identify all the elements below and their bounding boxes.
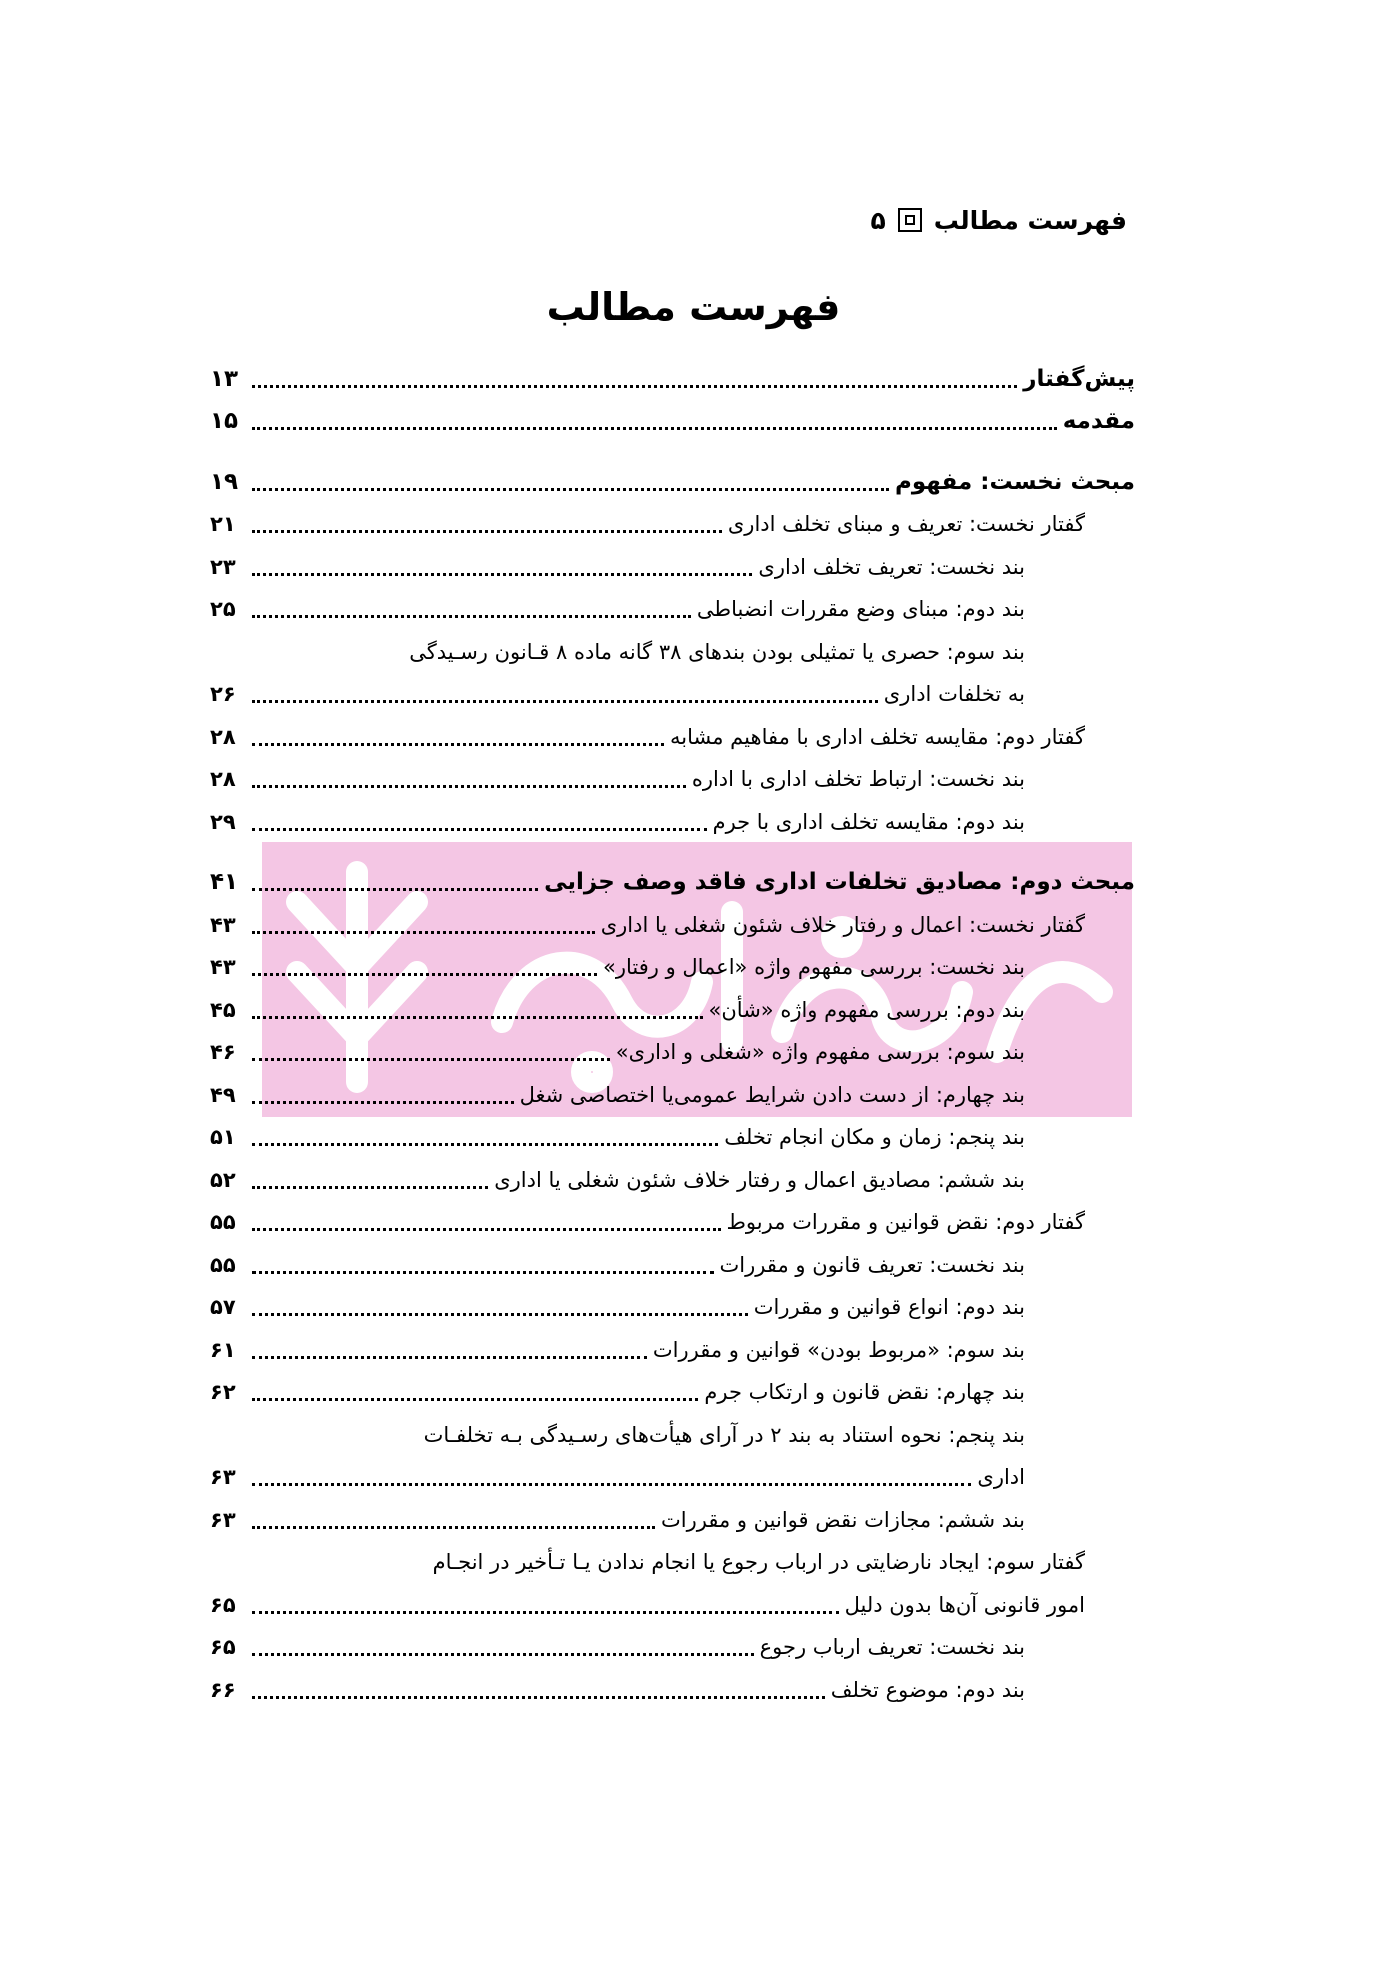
dot-leader [252, 973, 597, 976]
toc-entry-page: ۶۲ [210, 1380, 236, 1405]
toc-entry-label: گفتار دوم: مقایسه تخلف اداری با مفاهیم مشابه [670, 724, 1085, 749]
toc-entry-label: بند نخست: ارتباط تخلف اداری با اداره [691, 767, 1025, 792]
toc-entry[interactable] [210, 401, 1135, 444]
toc-entry-label: مبحث دوم: مصادیق تخلفات اداری فاقد وصف جزایی [544, 869, 1135, 896]
toc-entry-label: بند چهارم: از دست دادن شرایط عمومی‌یا اختصاصی شغل [519, 1082, 1025, 1107]
toc-entry-page: ۲۸ [210, 767, 236, 792]
toc-entry-page: ۲۶ [210, 682, 236, 707]
toc-entry-page: ۶۵ [210, 1635, 236, 1660]
toc-entry-label: بند ششم: مصادیق اعمال و رفتار خلاف شئون شغلی یا اداری [494, 1167, 1025, 1192]
dot-leader [252, 1526, 655, 1529]
toc-entry[interactable] [210, 461, 1135, 504]
toc-entry-page: ۶۳ [210, 1507, 236, 1532]
dot-leader [252, 1271, 714, 1274]
toc-entry-page: ۲۵ [210, 597, 236, 622]
toc-entry-label: گفتار سوم: ایجاد نارضایتی در ارباب رجوع یا انجام ندادن یـا تـأخیر در انجـام [432, 1550, 1085, 1575]
toc-entry-page: ۲۹ [210, 809, 236, 834]
toc-entry-label: مقدمه [1062, 408, 1135, 435]
toc-entry-label: اداری [977, 1465, 1025, 1490]
toc-entry-label: امور قانونی آن‌ها بدون دلیل [844, 1592, 1085, 1617]
dot-leader [252, 573, 752, 576]
toc-entry-page: ۵۵ [210, 1252, 236, 1277]
toc-entry[interactable] [210, 1627, 1135, 1670]
toc-entry-page: ۱۵ [210, 408, 239, 435]
toc-entry[interactable] [210, 989, 1135, 1032]
toc-entry-label: بند سوم: «مربوط بودن» قوانین و مقررات [652, 1337, 1025, 1362]
toc-entry-label: بند دوم: موضوع تخلف [830, 1677, 1025, 1702]
toc-entry-label: بند دوم: مبنای وضع مقررات انضباطی [696, 597, 1025, 622]
toc-entry-page: ۴۹ [210, 1082, 236, 1107]
toc-entry[interactable] [210, 1074, 1135, 1117]
toc-entry[interactable] [210, 1499, 1135, 1542]
toc-entry-label: گفتار نخست: اعمال و رفتار خلاف شئون شغلی یا اداری [600, 912, 1085, 937]
toc-entry[interactable] [210, 1372, 1135, 1415]
dot-leader [252, 743, 664, 746]
toc-entry-label: بند دوم: انواع قوانین و مقررات [753, 1295, 1025, 1320]
toc-entry-label: بند نخست: بررسی مفهوم واژه «اعمال و رفتار» [602, 955, 1025, 980]
dot-leader [252, 931, 595, 934]
toc-entry-label: بند نخست: تعریف تخلف اداری [758, 554, 1025, 579]
toc-entry[interactable] [210, 716, 1135, 759]
toc-entry-page: ۴۳ [210, 955, 236, 980]
dot-leader [252, 1611, 839, 1614]
dot-leader [252, 1313, 748, 1316]
toc-entry-label: بند نخست: تعریف قانون و مقررات [719, 1252, 1025, 1277]
toc-entry-label: بند ششم: مجازات نقض قوانین و مقررات [660, 1507, 1025, 1532]
dot-leader [252, 1143, 718, 1146]
dot-leader [252, 1356, 647, 1359]
toc-entry[interactable] [210, 1202, 1135, 1245]
toc-entry-continuation[interactable] [210, 1457, 1135, 1500]
toc-entry[interactable] [210, 1414, 1135, 1457]
toc-entry[interactable] [210, 947, 1135, 990]
toc-entry-page: ۶۵ [210, 1592, 236, 1617]
toc-entry[interactable] [210, 504, 1135, 547]
running-title: فهرست مطالب [933, 205, 1127, 235]
toc-entry-label: بند دوم: مقایسه تخلف اداری با جرم [712, 809, 1025, 834]
dot-leader [252, 1101, 514, 1104]
toc-entry-label: گفتار نخست: تعریف و مبنای تخلف اداری [727, 512, 1085, 537]
header-page-number: ۵ [870, 205, 886, 235]
dot-leader [252, 488, 889, 491]
dot-leader [252, 1483, 971, 1486]
toc-entry-continuation[interactable] [210, 674, 1135, 717]
square-ornament-icon [898, 208, 922, 232]
dot-leader [252, 785, 686, 788]
toc-entry[interactable] [210, 358, 1135, 401]
toc-entry-label: گفتار دوم: نقض قوانین و مقررات مربوط [726, 1210, 1085, 1235]
dot-leader [252, 385, 1017, 388]
toc-entry-label: بند سوم: بررسی مفهوم واژه «شغلی و اداری» [615, 1040, 1025, 1065]
dot-leader [252, 1016, 703, 1019]
toc-entry[interactable] [210, 631, 1135, 674]
toc-entry[interactable] [210, 589, 1135, 632]
toc-entry-label: بند پنجم: زمان و مکان انجام تخلف [724, 1125, 1025, 1150]
dot-leader [252, 530, 722, 533]
dot-leader [252, 888, 538, 891]
toc-entry-page: ۴۶ [210, 1040, 236, 1065]
dot-leader [252, 1653, 754, 1656]
running-header [200, 200, 1127, 240]
toc-entry[interactable] [210, 546, 1135, 589]
toc-entry[interactable] [210, 1159, 1135, 1202]
toc-entry-page: ۴۱ [210, 869, 239, 896]
toc-entry-page: ۲۸ [210, 724, 236, 749]
dot-leader [252, 1696, 825, 1699]
toc-entry[interactable] [210, 904, 1135, 947]
toc-entry[interactable] [210, 1244, 1135, 1287]
dot-leader [252, 1398, 698, 1401]
toc-entry-page: ۴۵ [210, 997, 236, 1022]
toc-entry-page: ۱۹ [210, 468, 239, 495]
toc-entry-page: ۴۳ [210, 912, 236, 937]
toc-entry-page: ۶۳ [210, 1465, 236, 1490]
toc-entry[interactable] [210, 1117, 1135, 1160]
toc-entry-page: ۲۳ [210, 554, 236, 579]
toc-entry-page: ۵۵ [210, 1210, 236, 1235]
toc-entry-label: به تخلفات اداری [883, 682, 1025, 707]
dot-leader [252, 1058, 610, 1061]
dot-leader [252, 700, 878, 703]
toc-entry-label: مبحث نخست: مفهوم [895, 468, 1135, 495]
toc-entry-page: ۶۱ [210, 1337, 236, 1362]
toc-entry[interactable] [210, 1287, 1135, 1330]
toc-entry[interactable] [210, 1032, 1135, 1075]
toc-entry-label: بند سوم: حصری یا تمثیلی بودن بندهای ۳۸ گانه ماده ۸ قـانون رسـیدگی [409, 639, 1025, 664]
toc-entry-page: ۵۷ [210, 1295, 236, 1320]
dot-leader [252, 828, 707, 831]
dot-leader [252, 615, 691, 618]
toc-entry-label: بند پنجم: نحوه استناد به بند ۲ در آرای هیأت‌های رسـیدگی بـه تخلفـات [423, 1422, 1025, 1447]
toc-entry-page: ۶۶ [210, 1677, 236, 1702]
toc-entry[interactable] [210, 1542, 1135, 1585]
toc-entry[interactable] [210, 759, 1135, 802]
toc-entry-label: بند دوم: بررسی مفهوم واژه «شأن» [708, 997, 1025, 1022]
toc-list [210, 358, 1135, 1712]
toc-entry[interactable] [210, 1669, 1135, 1712]
toc-entry-page: ۵۱ [210, 1125, 236, 1150]
toc-entry[interactable] [210, 862, 1135, 905]
toc-entry-page: ۲۱ [210, 512, 236, 537]
dot-leader [252, 1228, 721, 1231]
toc-entry[interactable] [210, 1329, 1135, 1372]
dot-leader [252, 1186, 488, 1189]
toc-entry[interactable] [210, 801, 1135, 844]
toc-entry-continuation[interactable] [210, 1584, 1135, 1627]
toc-entry-page: ۵۲ [210, 1167, 236, 1192]
toc-entry-page: ۱۳ [210, 365, 239, 392]
dot-leader [252, 427, 1057, 430]
toc-entry-label: بند چهارم: نقض قانون و ارتکاب جرم [704, 1380, 1025, 1405]
toc-entry-label: پیش‌گفتار [1023, 365, 1135, 392]
toc-title: فهرست مطالب [546, 285, 841, 329]
toc-entry-label: بند نخست: تعریف ارباب رجوع [759, 1635, 1025, 1660]
